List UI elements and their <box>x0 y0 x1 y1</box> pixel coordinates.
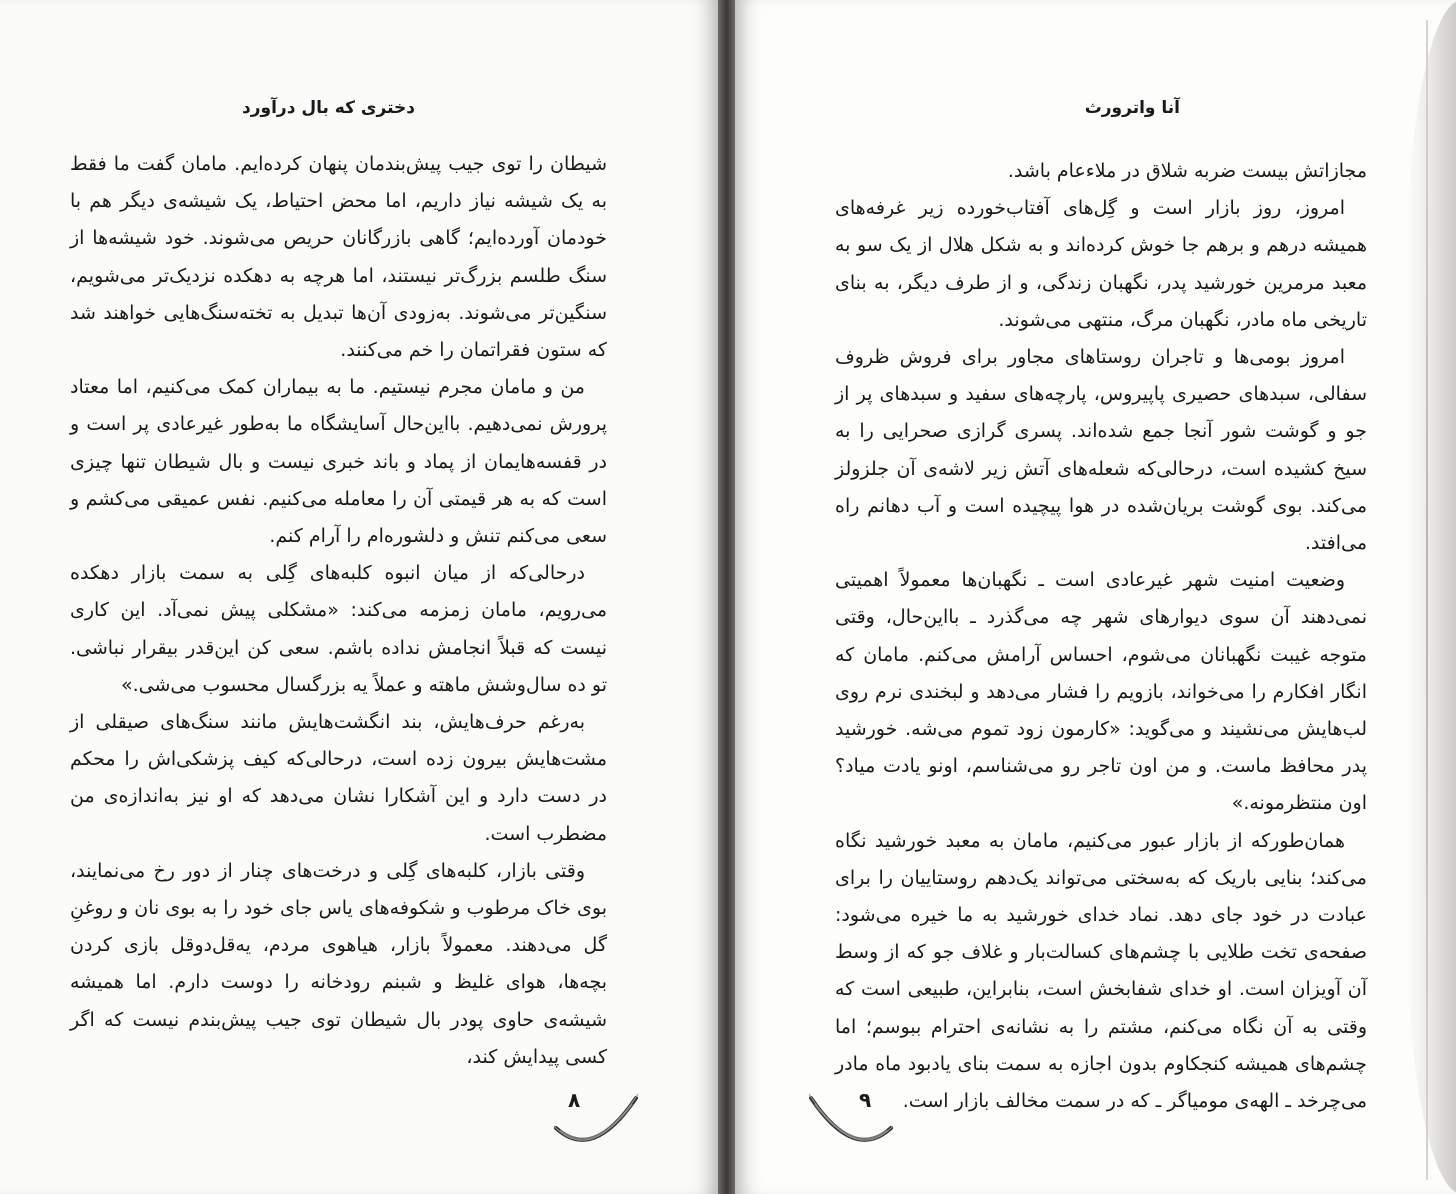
page-curl <box>1406 0 1456 1194</box>
running-header: آنا واترورث <box>1084 98 1180 118</box>
left-page <box>0 0 718 1194</box>
paragraph: مجازاتش بیست ضربه شلاق در ملاءعام باشد. <box>1007 160 1367 182</box>
right-page <box>735 0 1456 1194</box>
page-curl-edge <box>1426 20 1428 1180</box>
page-number-ornament-icon <box>548 1080 648 1160</box>
page-number: ۹ <box>859 1088 872 1112</box>
paragraph: من و مامان مجرم نیستیم. ما به بیماران کمک می‌کنیم، اما معتاد پرورش نمی‌دهیم. بااین‌حال آسایشگاه ما به‌طور غیرعادی پر است و در قفسه‌هایمان از پماد و باند خبری نیست و بال شیطان تنها چیزی است که به هر قیمتی آن را معامله می‌کنیم. نفس عمیقی می‌کشم و سعی می‌کنم تنش و دلشوره‌ام را آرام کنم. <box>70 376 607 548</box>
paragraph: همان‌طورکه از بازار عبور می‌کنیم، مامان به معبد خورشید نگاه می‌کند؛ بنایی باریک که به‌سختی می‌تواند یک‌دهم روستاییان را برای عبادت در خود جای دهد. نماد خدای خورشید به ما خیره می‌شود: صفحه‌ی تخت طلایی با چشم‌های کسالت‌بار و غلاف جو که از وسط آن آویزان است. او خدای شفابخش است، بنابراین، طبیعی است که وقتی به آن نگاه می‌کنم، مشتم را به نشانه‌ی احترام ببوسم؛ اما چشم‌های همیشه کنجکاوم بدون اجازه به سمت بنای یادبود ماه مادر می‌چرخد ـ الهه‌ی مومیاگر ـ که در سمت مخالف بازار است. <box>835 829 1367 1113</box>
body-text <box>835 153 1367 1120</box>
running-header: دختری که بال درآورد <box>242 98 415 118</box>
paragraph: امروز بومی‌ها و تاجران روستاهای مجاور برای فروش ظروف سفالی، سبدهای حصیری پاپیروس، پارچه‌های سفید و سبدهای پر از جو و گوشت شور آنجا جمع شده‌اند. پسری گرازی صحرایی را به سیخ کشیده است، درحالی‌که شعله‌های آتش زیر لاشه‌ی آن جلزولز می‌کند. بوی گوشت بریان‌شده در هوا پیچیده است و آب دهانم راه می‌افتد. <box>835 346 1367 555</box>
page-number-ornament-icon <box>799 1080 899 1160</box>
paragraph: به‌رغم حرف‌هایش، بند انگشت‌هایش مانند سنگ‌های صیقلی از مشت‌هایش بیرون زده است، درحالی‌که کیف پزشکی‌اش را محکم در دست دارد و این آشکارا نشان می‌دهد که او نیز به‌اندازه‌ی من مضطرب است. <box>70 711 607 845</box>
book-spine-gutter <box>718 0 735 1194</box>
paragraph: درحالی‌که از میان انبوه کلبه‌های گِلی به سمت بازار دهکده می‌رویم، مامان زمزمه می‌کند: «مشکلی پیش نمی‌آد. این کاری نیست که قبلاً انجامش نداده باشم. سعی کن این‌قدر بیقرار نباشی. تو ده سال‌وشش ماهته و عملاً یه بزرگسال محسوب می‌شی.» <box>70 562 607 696</box>
paragraph: شیطان را توی جیب پیش‌بندمان پنهان کرده‌ایم. مامان گفت ما فقط به یک شیشه نیاز داریم، اما محض احتیاط، یک شیشه‌ی دیگر هم با خودمان آورده‌ایم؛ گاهی بازرگانان حریص می‌شوند. خود شیشه‌ها از سنگ طلسم بزرگ‌تر نیستند، اما هرچه به دهکده نزدیک‌تر می‌شویم، سنگین‌تر می‌شوند. به‌زودی آن‌ها تبدیل به تخته‌سنگ‌هایی خواهند شد که ستون فقراتمان را خم می‌کنند. <box>70 153 607 362</box>
paragraph: وقتی بازار، کلبه‌های گِلی و درخت‌های چنار از دور رخ می‌نمایند، بوی خاک مرطوب و شکوفه‌های یاس جای خود را به بوی نان و روغنِ گل می‌دهند. معمولاً بازار، هیاهوی مردم، یه‌قل‌دوقل بازی کردن بچه‌ها، هوای غلیظ و شبنم رودخانه را دوست دارم. اما همیشه شیشه‌ی حاوی پودر بال شیطان توی جیب پیش‌بندم نیست که اگر کسی پیدایش کند، <box>70 859 607 1068</box>
body-text <box>70 146 607 1076</box>
page-number: ۸ <box>568 1088 581 1112</box>
paragraph: امروز، روز بازار است و گِل‌های آفتاب‌خورده زیر غرفه‌های همیشه درهم و برهم جا خوش کرده‌اند و به شکل هلال از یک سو به معبد مرمرین خورشید پدر، نگهبان زندگی، و از طرف دیگر، به بنای تاریخی ماه مادر، نگهبان مرگ، منتهی می‌شوند. <box>835 197 1367 331</box>
paragraph: وضعیت امنیت شهر غیرعادی است ـ نگهبان‌ها معمولاً اهمیتی نمی‌دهند آن سوی دیوارهای شهر چه می‌گذرد ـ بااین‌حال، وقتی متوجه غیبت نگهبانان می‌شوم، احساس آرامش می‌کنم. مامان که انگار افکارم را می‌خواند، بازویم را فشار می‌دهد و لبخندی نرم روی لب‌هایش می‌نشیند و می‌گوید: «کارمون زود تموم می‌شه. خورشید پدر محافظ ماست. و من اون تاجر رو می‌شناسم، اونو یادت میاد؟ اون منتظرمونه.» <box>835 569 1367 815</box>
